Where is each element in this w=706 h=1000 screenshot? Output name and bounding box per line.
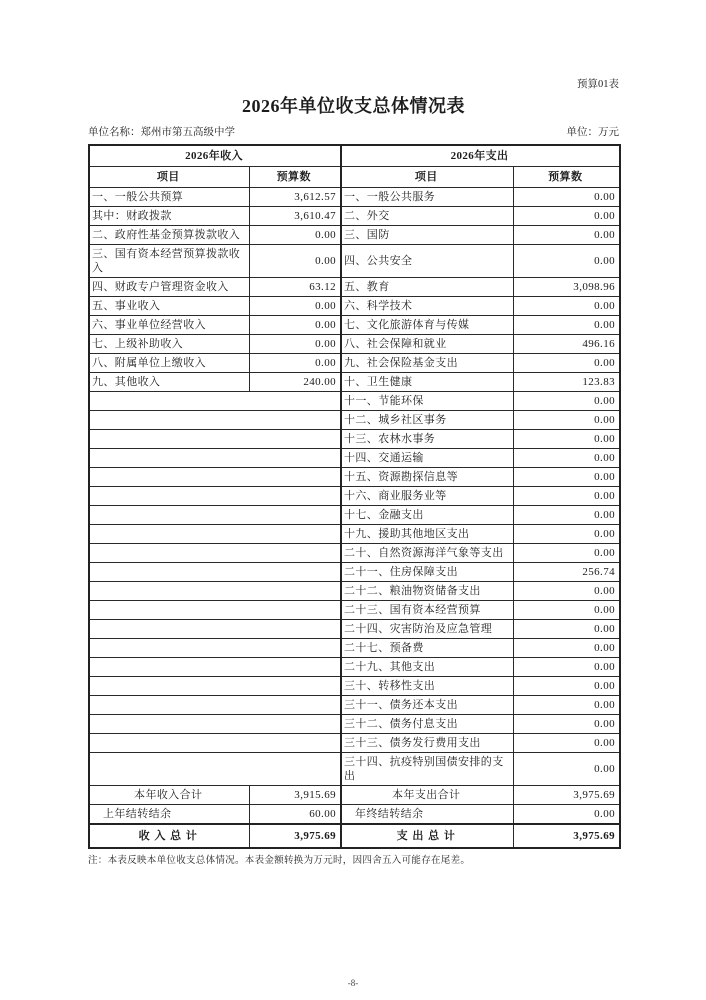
income-empty-cell	[89, 601, 341, 620]
table-row	[89, 335, 620, 354]
expense-value-cell: 0.00	[513, 354, 620, 373]
income-item-cell: 本年收入合计	[89, 786, 249, 805]
income-item-cell: 二、政府性基金预算拨款收入	[89, 226, 249, 245]
income-empty-cell	[89, 677, 341, 696]
income-item-cell: 六、事业单位经营收入	[89, 316, 249, 335]
expense-value-cell: 0.00	[513, 639, 620, 658]
table-row	[89, 715, 620, 734]
unit-name-label: 单位名称：郑州市第五高级中学	[88, 127, 235, 138]
expense-item-cell: 三、国防	[341, 226, 513, 245]
income-empty-cell	[89, 620, 341, 639]
income-empty-cell	[89, 506, 341, 525]
income-item-cell: 三、国有资本经营预算拨款收入	[89, 245, 249, 278]
income-empty-cell	[89, 658, 341, 677]
expense-item-cell: 二十九、其他支出	[341, 658, 513, 677]
column-header-row	[89, 167, 620, 188]
income-value-cell: 240.00	[249, 373, 341, 392]
expense-value-cell: 496.16	[513, 335, 620, 354]
expense-value-cell: 256.74	[513, 563, 620, 582]
meta-row	[88, 126, 619, 140]
expense-item-cell: 十三、农林水事务	[341, 430, 513, 449]
income-empty-cell	[89, 430, 341, 449]
expense-value-cell: 0.00	[513, 525, 620, 544]
table-row	[89, 696, 620, 715]
income-item-cell: 收 入 总 计	[89, 824, 249, 848]
expense-section-header: 2026年支出	[341, 145, 620, 167]
table-row	[89, 226, 620, 245]
expense-value-cell: 0.00	[513, 316, 620, 335]
expense-item-cell: 二十二、粮油物资储备支出	[341, 582, 513, 601]
table-row	[89, 411, 620, 430]
table-row	[89, 525, 620, 544]
expense-item-cell: 八、社会保障和就业	[341, 335, 513, 354]
table-row	[89, 278, 620, 297]
table-row	[89, 563, 620, 582]
income-value-cell: 3,915.69	[249, 786, 341, 805]
expense-value-cell: 0.00	[513, 715, 620, 734]
expense-item-cell: 二十、自然资源海洋气象等支出	[341, 544, 513, 563]
expense-item-cell: 十四、交通运输	[341, 449, 513, 468]
income-value-cell: 0.00	[249, 316, 341, 335]
expense-value-cell: 0.00	[513, 506, 620, 525]
table-row	[89, 582, 620, 601]
expense-item-cell: 支 出 总 计	[341, 824, 513, 848]
table-row	[89, 188, 620, 207]
expense-value-cell: 0.00	[513, 582, 620, 601]
unit-measure-label: 单位：万元	[566, 127, 619, 138]
expense-item-cell: 十六、商业服务业等	[341, 487, 513, 506]
expense-value-cell: 0.00	[513, 430, 620, 449]
income-empty-cell	[89, 753, 341, 786]
table-row	[89, 544, 620, 563]
expense-item-cell: 四、公共安全	[341, 245, 513, 278]
expense-value-cell: 0.00	[513, 544, 620, 563]
expense-value-cell: 0.00	[513, 658, 620, 677]
income-empty-cell	[89, 487, 341, 506]
table-body	[89, 188, 620, 849]
expense-item-cell: 二十七、预备费	[341, 639, 513, 658]
expense-item-cell: 本年支出合计	[341, 786, 513, 805]
table-row	[89, 354, 620, 373]
income-item-cell: 七、上级补助收入	[89, 335, 249, 354]
expense-value-cell: 0.00	[513, 245, 620, 278]
table-note: 注：本表反映本单位收支总体情况。本表金额转换为万元时，因四舍五入可能存在尾差。	[88, 856, 471, 866]
expense-item-cell: 二、外交	[341, 207, 513, 226]
income-section-header: 2026年收入	[89, 145, 341, 167]
income-empty-cell	[89, 411, 341, 430]
income-value-cell: 3,612.57	[249, 188, 341, 207]
income-value-cell: 60.00	[249, 805, 341, 825]
expense-item-cell: 三十四、抗疫特别国债安排的支出	[341, 753, 513, 786]
income-value-cell: 0.00	[249, 335, 341, 354]
income-value-cell: 0.00	[249, 297, 341, 316]
expense-value-cell: 0.00	[513, 188, 620, 207]
expense-item-cell: 十五、资源勘探信息等	[341, 468, 513, 487]
income-empty-cell	[89, 715, 341, 734]
income-empty-cell	[89, 544, 341, 563]
table-row	[89, 449, 620, 468]
income-item-cell: 九、其他收入	[89, 373, 249, 392]
expense-value-cell: 0.00	[513, 207, 620, 226]
expense-item-cell: 三十二、债务付息支出	[341, 715, 513, 734]
expense-value-cell: 3,975.69	[513, 824, 620, 848]
income-value-cell: 3,975.69	[249, 824, 341, 848]
expense-item-cell: 九、社会保险基金支出	[341, 354, 513, 373]
summary-row	[89, 805, 620, 825]
expense-value-cell: 0.00	[513, 468, 620, 487]
income-empty-cell	[89, 696, 341, 715]
summary-row	[89, 824, 620, 848]
table-row	[89, 734, 620, 753]
table-row	[89, 430, 620, 449]
table-row	[89, 245, 620, 278]
income-item-cell: 四、财政专户管理资金收入	[89, 278, 249, 297]
expense-item-column-header: 项目	[341, 167, 513, 188]
page-title: 2026年单位收支总体情况表	[242, 96, 465, 116]
income-empty-cell	[89, 639, 341, 658]
income-value-cell: 0.00	[249, 226, 341, 245]
page-number: -8-	[347, 978, 359, 988]
income-item-column-header: 项目	[89, 167, 249, 188]
income-item-cell: 五、事业收入	[89, 297, 249, 316]
summary-row	[89, 786, 620, 805]
income-value-cell: 0.00	[249, 245, 341, 278]
income-value-cell: 0.00	[249, 354, 341, 373]
table-row	[89, 753, 620, 786]
expense-item-cell: 一、一般公共服务	[341, 188, 513, 207]
table-row	[89, 658, 620, 677]
expense-value-cell: 0.00	[513, 805, 620, 825]
income-empty-cell	[89, 449, 341, 468]
income-item-cell: 其中：财政拨款	[89, 207, 249, 226]
table-row	[89, 468, 620, 487]
income-value-cell: 3,610.47	[249, 207, 341, 226]
expense-item-cell: 十、卫生健康	[341, 373, 513, 392]
expense-item-cell: 三十一、债务还本支出	[341, 696, 513, 715]
table-row	[89, 639, 620, 658]
expense-item-cell: 二十一、住房保障支出	[341, 563, 513, 582]
expense-item-cell: 三十、转移性支出	[341, 677, 513, 696]
expense-value-cell: 0.00	[513, 677, 620, 696]
expense-item-cell: 年终结转结余	[341, 805, 513, 825]
table-row	[89, 297, 620, 316]
expense-value-cell: 0.00	[513, 297, 620, 316]
income-empty-cell	[89, 392, 341, 411]
expense-value-cell: 0.00	[513, 734, 620, 753]
table-row	[89, 487, 620, 506]
table-row	[89, 316, 620, 335]
expense-item-cell: 五、教育	[341, 278, 513, 297]
expense-value-cell: 0.00	[513, 449, 620, 468]
expense-value-cell: 0.00	[513, 411, 620, 430]
table-row	[89, 601, 620, 620]
income-empty-cell	[89, 525, 341, 544]
expense-value-cell: 0.00	[513, 487, 620, 506]
income-item-cell: 八、附属单位上缴收入	[89, 354, 249, 373]
income-item-cell: 一、一般公共预算	[89, 188, 249, 207]
expense-value-cell: 0.00	[513, 620, 620, 639]
table-row	[89, 373, 620, 392]
table-row	[89, 620, 620, 639]
income-empty-cell	[89, 468, 341, 487]
expense-value-cell: 0.00	[513, 392, 620, 411]
budget-summary-table	[88, 144, 621, 849]
expense-item-cell: 二十三、国有资本经营预算	[341, 601, 513, 620]
income-empty-cell	[89, 582, 341, 601]
expense-value-cell: 0.00	[513, 601, 620, 620]
expense-value-cell: 0.00	[513, 753, 620, 786]
expense-item-cell: 十一、节能环保	[341, 392, 513, 411]
income-value-cell: 63.12	[249, 278, 341, 297]
income-empty-cell	[89, 563, 341, 582]
expense-item-cell: 十二、城乡社区事务	[341, 411, 513, 430]
expense-value-cell: 123.83	[513, 373, 620, 392]
income-item-cell: 上年结转结余	[89, 805, 249, 825]
expense-value-cell: 0.00	[513, 696, 620, 715]
table-row	[89, 506, 620, 525]
table-row	[89, 207, 620, 226]
expense-budget-column-header: 预算数	[513, 167, 620, 188]
income-empty-cell	[89, 734, 341, 753]
expense-item-cell: 七、文化旅游体育与传媒	[341, 316, 513, 335]
expense-value-cell: 3,098.96	[513, 278, 620, 297]
expense-item-cell: 六、科学技术	[341, 297, 513, 316]
expense-item-cell: 十九、援助其他地区支出	[341, 525, 513, 544]
expense-value-cell: 0.00	[513, 226, 620, 245]
expense-value-cell: 3,975.69	[513, 786, 620, 805]
expense-item-cell: 二十四、灾害防治及应急管理	[341, 620, 513, 639]
form-number-label: 预算01表	[577, 79, 619, 90]
expense-item-cell: 十七、金融支出	[341, 506, 513, 525]
section-header-row	[89, 145, 620, 167]
income-budget-column-header: 预算数	[249, 167, 341, 188]
table-row	[89, 677, 620, 696]
expense-item-cell: 三十三、债务发行费用支出	[341, 734, 513, 753]
table-row	[89, 392, 620, 411]
